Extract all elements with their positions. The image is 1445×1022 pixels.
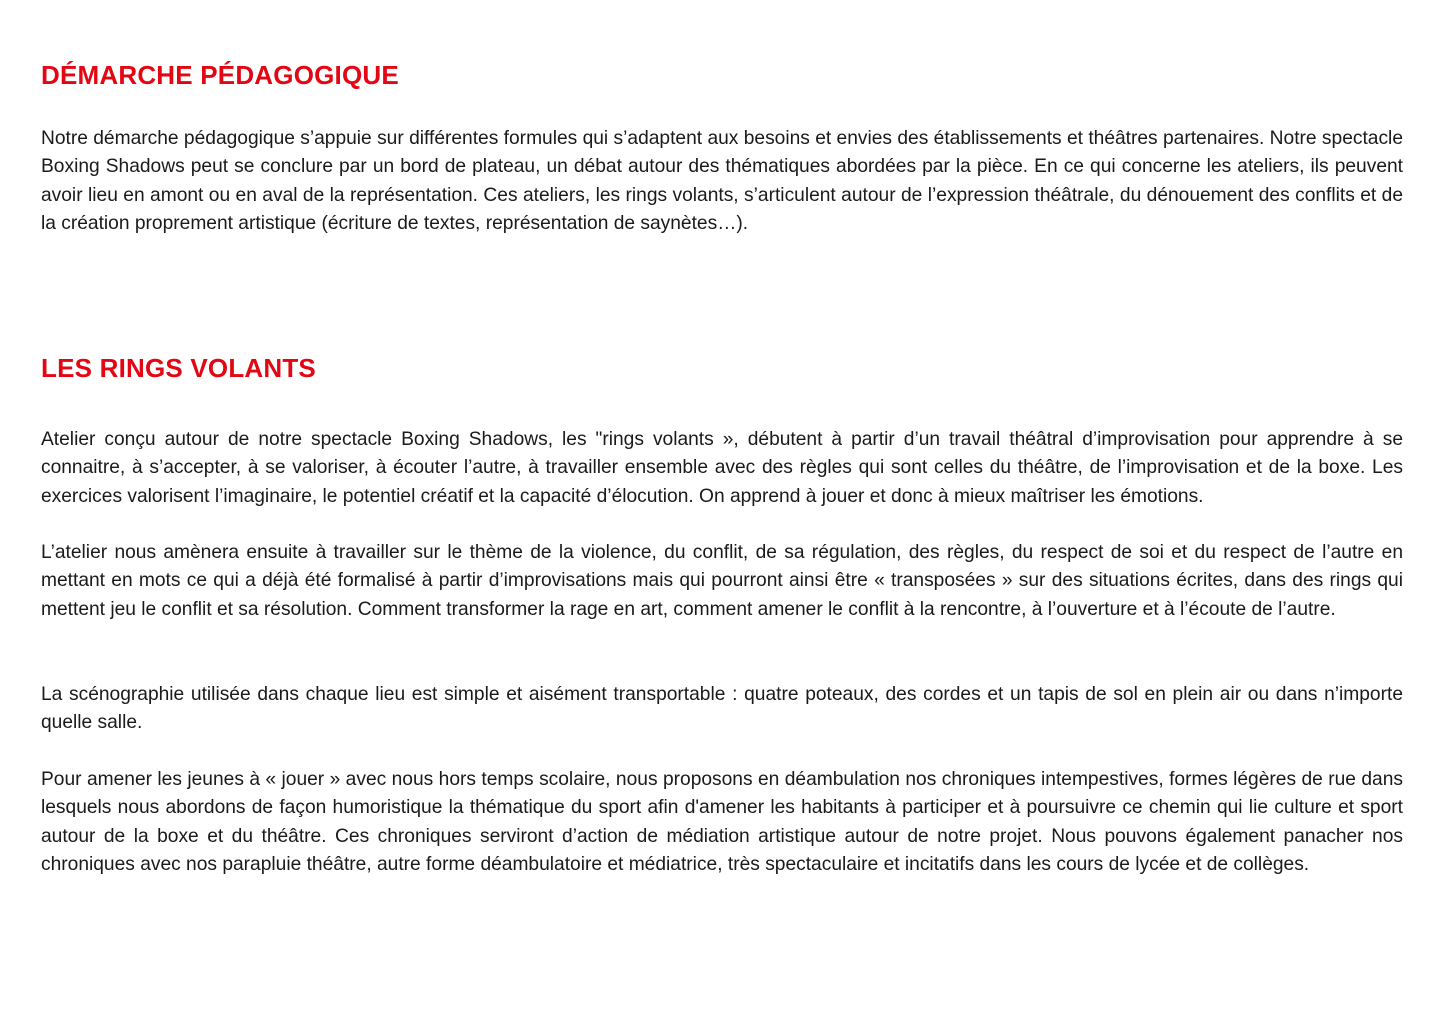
rings-volants-paragraph-scenographie: La scénographie utilisée dans chaque lieu est simple et aisément transportable : quatre poteaux, des cordes et un tapis de sol en plein air ou dans n’importe quelle salle. [41, 684, 1403, 734]
rings-volants-paragraph-violence: L’atelier nous amènera ensuite à travailler sur le thème de la violence, du conflit, de sa régulation, des règles, du respect de soi et du respect de l’autre en mettant en mots ce qui a déjà été formalisé à partir d’improvisations mais qui pourront ainsi être « transposées » sur des situations écrites, dans des rings qui mettent jeu le conflit et sa résolution. Comment transformer la rage en art, comment amener le conflit à la rencontre, à l’ouverture et à l’écoute de l’autre. [41, 542, 1403, 620]
section-title-demarche-pedagogique: DÉMARCHE PÉDAGOGIQUE [41, 60, 399, 90]
rings-volants-paragraph-chroniques: Pour amener les jeunes à « jouer » avec nous hors temps scolaire, nous proposons en déambulation nos chroniques intempestives, formes légères de rue dans lesquels nous abordons de façon humoristique la thématique du sport afin d'amener les habitants à participer et à poursuivre ce chemin qui lie culture et sport autour de la boxe et du théâtre. Ces chroniques serviront d’action de médiation artistique autour de notre projet. Nous pouvons également panacher nos chroniques avec nos parapluie théâtre, autre forme déambulatoire et médiatrice, très spectaculaire et incitatifs dans les cours de lycée et de collèges. [41, 769, 1403, 876]
rings-volants-paragraph-intro: Atelier conçu autour de notre spectacle Boxing Shadows, les "rings volants », débutent à partir d’un travail théâtral d’improvisation pour apprendre à se connaitre, à s’accepter, à se valoriser, à écouter l’autre, à travailler ensemble avec des règles qui sont celles du théâtre, de l’improvisation et de la boxe. Les exercices valorisent l’imaginaire, le potentiel créatif et la capacité d’élocution. On apprend à jouer et donc à mieux maîtriser les émotions. [41, 429, 1403, 507]
demarche-pedagogique-paragraph: Notre démarche pédagogique s’appuie sur différentes formules qui s’adaptent aux besoins et envies des établissements et théâtres partenaires. Notre spectacle Boxing Shadows peut se conclure par un bord de plateau, un débat autour des thématiques abordées par la pièce. En ce qui concerne les ateliers, ils peuvent avoir lieu en amont ou en aval de la représentation. Ces ateliers, les rings volants, s’articulent autour de l’expression théâtrale, du dénouement des conflits et de la création proprement artistique (écriture de textes, représentation de saynètes…). [41, 128, 1403, 235]
section-title-les-rings-volants: LES RINGS VOLANTS [41, 353, 316, 383]
